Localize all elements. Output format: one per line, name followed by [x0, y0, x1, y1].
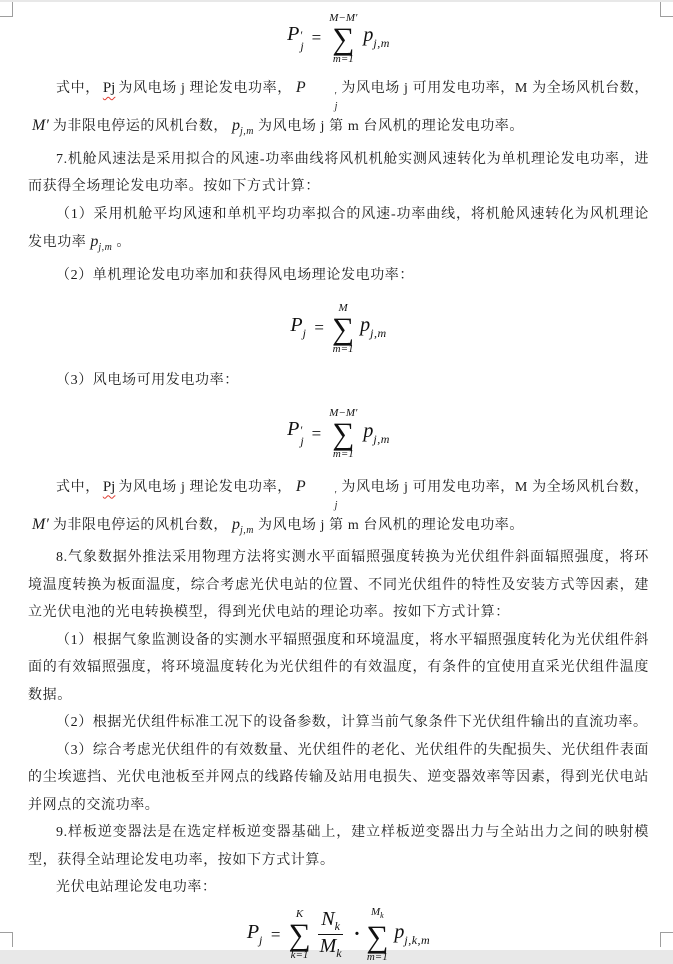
formula-pv-theoretical-power [28, 906, 649, 964]
math-supsub [300, 425, 303, 447]
sigma-symbol: ∑ [332, 416, 355, 451]
formula [287, 407, 390, 460]
math-sub: j,m [240, 126, 255, 137]
equals-sign: = [311, 28, 322, 47]
math-lhs [287, 419, 304, 448]
math-p-jm [90, 233, 113, 253]
math-sub: j,m [373, 36, 390, 50]
math-sup: ′ [334, 91, 337, 102]
page-content [0, 2, 673, 964]
math-var: P [287, 22, 300, 45]
text-run: 。 [116, 235, 132, 250]
fraction-numerator [318, 908, 343, 935]
formula-wind-theoretical-power [28, 289, 649, 367]
sum-lower-limit: m=1 [332, 448, 354, 460]
crop-mark-bottom-right [660, 932, 673, 947]
math-sub: j,m [370, 326, 387, 340]
math-var: N [321, 908, 335, 931]
text-run: 为风电场 j 理论发电功率， [118, 81, 292, 96]
math-m-prime: M′ [32, 515, 49, 533]
summation [329, 12, 357, 65]
math-sub: j [334, 499, 338, 511]
math-var: p [232, 515, 241, 533]
crop-mark-bottom-left [0, 932, 13, 947]
text-run: 式中， [56, 81, 100, 96]
sigma-symbol: ∑ [332, 20, 355, 56]
summation [332, 302, 354, 355]
text-run: （1）采用机舱平均风速和单机平均功率拟合的风速-功率曲线，将机舱风速转化为风机理论发电功率 [28, 206, 649, 250]
equals-sign: = [311, 423, 322, 443]
math-var: P [290, 314, 303, 336]
formula-wind-available-power [28, 395, 649, 473]
math-var: P [295, 79, 306, 96]
math-var: p [363, 24, 374, 46]
paragraph-item-7-3: （3）风电场可用发电功率： [56, 373, 239, 388]
math-supsub [307, 491, 338, 511]
math-term [363, 25, 390, 51]
text-run: 为风电场 j 第 m 台风机的理论发电功率。 [258, 517, 525, 533]
text-run: 为风电场 j 第 m 台风机的理论发电功率。 [258, 119, 525, 134]
summation-k [288, 908, 310, 961]
math-sub: j [334, 101, 338, 112]
math-p-prime-j [295, 477, 338, 511]
paragraph-formula-explanation-1 [28, 74, 649, 146]
paragraph-item-7-2: （2）单机理论发电功率加和获得风电场理论发电功率： [56, 267, 414, 283]
math-sub: j,m [98, 242, 113, 253]
equals-sign: = [270, 924, 281, 944]
formula [290, 302, 386, 355]
sum-lower-limit: m=1 [332, 52, 354, 65]
math-var: M [370, 905, 381, 918]
math-var: P [295, 477, 306, 495]
text-run: 为非限电停运的风机台数， [52, 517, 229, 533]
math-sup: ′ [334, 489, 337, 501]
math-sub: j,m [240, 524, 255, 536]
text-run: 为风电场 j 理论发电功率， [118, 479, 292, 495]
fraction-nk-mk [317, 908, 345, 961]
math-sup: ′ [300, 423, 303, 437]
math-sub: k [334, 919, 340, 934]
text-run: 为非限电停运的风机台数， [52, 119, 229, 134]
paragraph-formula-explanation-2 [28, 473, 649, 545]
crop-mark-top-right [660, 2, 673, 17]
math-var: P [287, 418, 300, 440]
paragraph-item-7: 7.机舱风速法是采用拟合的风速-功率曲线将风机机舱实测风速转化为单机理论发电功率，进而获得全场理论发电功率。按如下方式计算： [28, 151, 649, 194]
math-lhs [287, 24, 304, 53]
math-lhs [290, 315, 306, 341]
fraction-denominator [317, 935, 345, 961]
sigma-symbol: ∑ [332, 310, 355, 346]
math-var: p [232, 117, 241, 134]
math-sub: j [259, 932, 263, 947]
text-pj-misspelled: Pj [102, 80, 116, 96]
text-run: 式中， [56, 479, 100, 495]
paragraph-item-8: 8.气象数据外推法采用物理方法将实测水平面辐照强度转换为光伏组件斜面辐照强度，将环境温度转换为板面温度，综合考虑光伏电站的位置、不同光伏组件的特性及安装方式等因素，建立光伏电池的光电转换模型，得到光伏电站的理论功率。按如下方式计算： [28, 550, 649, 620]
multiplication-dot: · [353, 923, 361, 945]
sum-upper-limit: M [338, 301, 348, 314]
math-term [363, 421, 390, 447]
sigma-symbol: ∑ [366, 919, 389, 955]
paragraph-item-8-3: （3）综合考虑光伏组件的有效数量、光伏组件的老化、光伏组件的失配损失、光伏组件表面的尘埃遮挡、光伏电池板至并网点的线路传输及站用电损失、逆变器效率等因素，得到光伏电站并网点的交流功率。 [28, 742, 649, 813]
math-sub: j [300, 38, 304, 53]
sum-upper-limit: M−M′ [329, 407, 358, 419]
summation [329, 407, 357, 460]
math-sub: j,m [373, 431, 390, 446]
text-run: 为风电场 j 可用发电功率，M 为全场风机台数， [341, 479, 649, 495]
math-sub: j [302, 326, 307, 340]
sum-upper-limit: K [295, 908, 304, 920]
sigma-symbol: ∑ [288, 917, 311, 952]
equals-sign: = [314, 318, 325, 337]
paragraph-item-9-sub: 光伏电站理论发电功率： [56, 880, 217, 895]
paragraph-item-8-1: （1）根据气象监测设备的实测水平辐照强度和环境温度，将水平辐照强度转化为光伏组件斜面的有效辐照强度，将环境温度转化为光伏组件的有效温度，有条件的宜使用直采光伏组件温度数据。 [28, 632, 649, 703]
math-supsub [300, 27, 304, 53]
math-term [360, 315, 387, 341]
document-page [0, 2, 673, 964]
math-var: M [319, 935, 337, 957]
text-pj-misspelled: Pj [102, 478, 116, 495]
math-term [394, 922, 430, 948]
math-p-jm [232, 515, 255, 536]
math-supsub [307, 92, 338, 112]
math-sub: k [380, 911, 384, 921]
math-sub: j [300, 434, 304, 448]
math-sub: k [336, 946, 342, 960]
math-var: p [360, 314, 371, 336]
formula [247, 906, 430, 963]
formula [287, 12, 390, 65]
math-m-prime: M′ [32, 117, 49, 134]
text-run: 为风电场 j 可用发电功率，M 为全场风机台数， [341, 81, 649, 96]
math-p-jm [232, 117, 255, 137]
paragraph-item-9: 9.样板逆变器法是在选定样板逆变器基础上，建立样板逆变器出力与全站出力之间的映射模型，获得全站理论发电功率，按如下方式计算。 [28, 825, 649, 868]
summation-m [366, 906, 388, 963]
math-var: p [394, 920, 405, 943]
sum-lower-limit: m=1 [332, 342, 354, 355]
math-lhs [247, 922, 263, 948]
sum-upper-limit: M−M′ [329, 11, 358, 24]
crop-mark-top-left [0, 2, 13, 17]
math-p-prime-j [295, 79, 338, 112]
math-var: p [90, 233, 99, 250]
sum-lower-limit: m=1 [366, 951, 388, 964]
math-var: P [246, 920, 260, 943]
formula-wind-available-power-top [28, 2, 649, 74]
math-sup: ′ [300, 27, 303, 42]
math-var: p [363, 419, 374, 442]
paragraph-item-8-2: （2）根据光伏组件标准工况下的设备参数，计算当前气象条件下光伏组件输出的直流功率。 [56, 715, 648, 730]
sum-lower-limit: k=1 [290, 949, 309, 961]
math-sub: j,k,m [404, 932, 431, 947]
paragraph-item-7-1 [28, 201, 649, 262]
